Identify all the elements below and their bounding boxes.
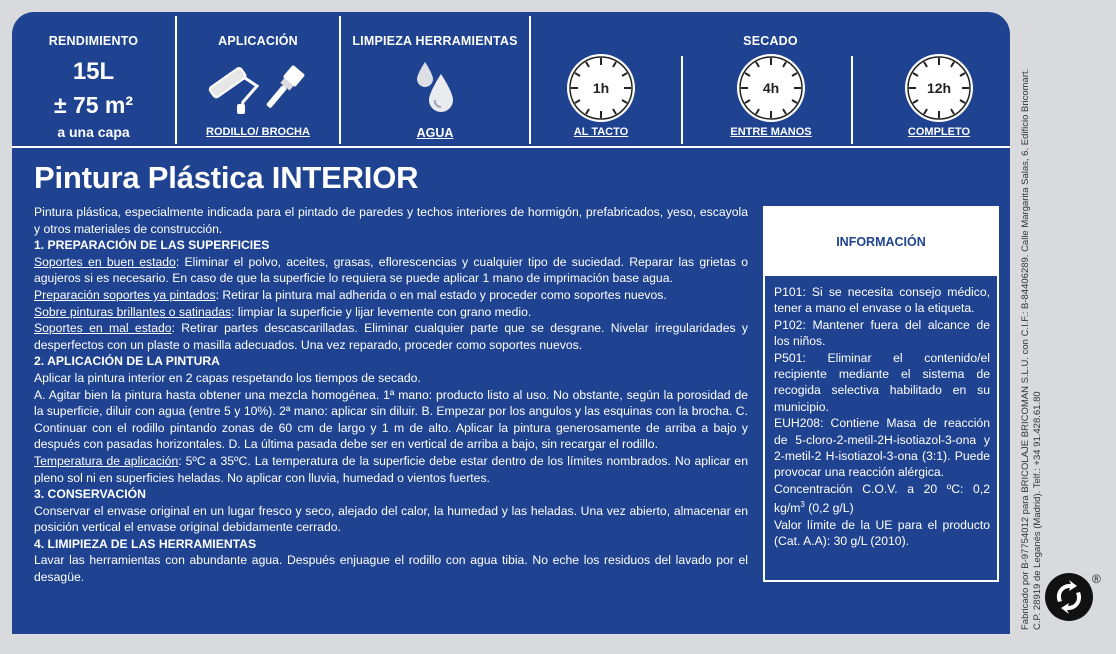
specs-band <box>12 12 1010 148</box>
paragraph-text: : limpiar la superficie y lijar levemente con grano medio. <box>231 304 532 319</box>
clock-time: 4h <box>762 80 780 96</box>
intro-paragraph: Pintura plástica, especialmente indicada para el pintado de paredes y techos interiores de hormigón, prefabricados, yeso, escayola y otros materiales de construcción. <box>34 205 748 236</box>
divider <box>851 56 853 144</box>
hazard-statement: P101: Si se necesita consejo médico, tener a mano el envase o la etiqueta. <box>774 285 990 316</box>
paragraph: Conservar el envase original en un lugar fresco y seco, alejado del calor, la humedad y las heladas. Una vez abierto, almacenar en posición vertical el envase original debidamente cerrado. <box>34 503 748 535</box>
cleaning-title: LIMPIEZA HERRAMIENTAS <box>352 34 518 48</box>
paragraph: Lavar las herramientas con abundante agua. Después enjuague el rodillo con agua tibia. No eche los residuos del lavado por el desagüe. <box>34 553 748 585</box>
manufacturer-line: Fabricado por B-97754012 para BRICOLAJE BRICOMAN S.L.U. con C.I.F.: B-84406289. Calle Margarita Salas, 6. Edificio Bricomart. <box>1020 68 1031 630</box>
information-box <box>763 206 999 582</box>
paragraph-text: : Eliminar el polvo, aceites, grasas, eflorescencias y cualquier tipo de suciedad. Reparar las grietas o agujeros si es necesario. En caso de que la superficie lo requiera se puede aplicar 1 mano de imprimación base agua. <box>34 254 748 286</box>
drying-title: SECADO <box>743 34 798 48</box>
clock-icon <box>903 52 975 124</box>
application-link: RODILLO/ BROCHA <box>206 126 310 138</box>
paragraph: Aplicar la pintura interior en 2 capas respetando los tiempos de secado. <box>34 370 421 385</box>
yield-column <box>12 12 175 148</box>
subheading: Preparación soportes ya pintados <box>34 287 216 302</box>
water-drops-icon <box>411 60 461 116</box>
hazard-statement: EUH208: Contiene Masa de reacción de 5-cloro-2-metil-2H-isotiazol-3-ona y 2-metil-2 H-isotiazol-3-ona (3:1). Puede provocar una reacción alérgica. <box>774 416 990 480</box>
manufacturer-info <box>1020 10 1044 630</box>
yield-area: ± 75 m² <box>53 92 134 118</box>
recycle-icon <box>1044 572 1094 622</box>
drying-label: AL TACTO <box>573 126 629 138</box>
product-title: Pintura Plástica INTERIOR <box>34 160 419 195</box>
paragraph <box>34 287 748 304</box>
eu-limit: Valor límite de la UE para el producto (Cat. A.A): 30 g/L (2010). <box>774 517 990 549</box>
hazard-statement: P501: Eliminar el contenido/el recipiente mediante el sistema de recogida selectiva habilitado en su municipio. <box>774 350 990 414</box>
application-column <box>177 12 339 148</box>
application-title: APLICACIÓN <box>218 34 298 48</box>
information-body <box>774 284 990 550</box>
clock-icon <box>735 52 807 124</box>
voc-text: (0,2 g/L) <box>804 501 854 516</box>
yield-title: RENDIMIENTO <box>48 34 139 48</box>
information-heading: INFORMACIÓN <box>765 208 997 276</box>
registered-mark: ® <box>1092 572 1101 586</box>
drying-item-touch <box>565 12 637 148</box>
paragraph-text: : Retirar la pintura mal adherida o en mal estado y proceder como soportes nuevos. <box>215 287 667 302</box>
subheading: Soportes en mal estado <box>34 321 172 336</box>
manufacturer-line: C.P. 28919 de Leganés (Madrid). Telf.: +34 91.428.61.80 <box>1032 391 1043 630</box>
section-heading: 1. PREPARACIÓN DE LAS SUPERFICIES <box>34 238 270 253</box>
drying-column <box>531 12 1010 148</box>
subheading: Soportes en buen estado <box>34 254 176 269</box>
instructions-text <box>34 204 748 586</box>
paragraph-text: : 5ºC a 35ºC. La temperatura de la superficie debe estar dentro de los límites nombrados. No aplicar en pleno sol ni en superficies heladas. No aplicar con lluvia, humedad o vientos fuertes. <box>34 453 748 485</box>
paragraph <box>34 453 748 486</box>
paragraph-text: : Retirar partes descascarilladas. Eliminar cualquier parte que se desgrane. Nivelar irregularidades y desperfectos con un plaste o masilla adecuados. Una vez reparado, proceder como soportes nuevos. <box>34 321 748 352</box>
yield-note: a una capa <box>57 124 130 140</box>
section-heading: 3. CONSERVACIÓN <box>34 487 146 502</box>
drying-label: COMPLETO <box>907 126 971 138</box>
drying-label: ENTRE MANOS <box>730 126 812 138</box>
clock-time: 12h <box>926 80 952 96</box>
paragraph <box>34 254 748 287</box>
paint-label-panel <box>12 12 1010 634</box>
drying-item-complete <box>903 12 975 148</box>
drying-item-between <box>730 12 812 148</box>
yield-volume: 15L <box>72 58 115 85</box>
section-heading: 4. LIMIPIEZA DE LAS HERRAMIENTAS <box>34 536 257 551</box>
roller-brush-icon <box>201 64 311 114</box>
section-heading: 2. APLICACIÓN DE LA PINTURA <box>34 354 220 369</box>
paragraph: A. Agitar bien la pintura hasta obtener una mezcla homogénea. 1ª mano: producto listo al uso. No obstante, según la porosidad de la superficie, diluir con agua (entre 5 y 10%). 2ª mano: aplicar sin diluir. B. Empezar por los angulos y las esquinas con la brocha. C. Continuar con el rodillo pintando zonas de 60 cm de largo y 1 m de alto. Aplicar la pintura generosamente de arriba a bajo y después con pasadas horizontales. D. La última pasada debe ser en vertical de arriba a bajo, sin recargar el rodillo. <box>34 387 748 452</box>
paragraph <box>34 304 748 321</box>
voc-concentration <box>774 481 990 517</box>
hazard-statement: P102: Mantener fuera del alcance de los niños. <box>774 317 990 349</box>
subheading: Temperatura de aplicación <box>34 453 179 468</box>
cleaning-link: AGUA <box>416 126 454 140</box>
voc-text: Concentración C.O.V. a 20 ºC: 0,2 kg/m <box>774 481 990 516</box>
cleaning-column <box>341 12 529 148</box>
clock-time: 1h <box>592 80 610 96</box>
divider <box>681 56 683 144</box>
clock-icon <box>565 52 637 124</box>
subheading: Sobre pinturas brillantes o satinadas <box>34 304 232 319</box>
paragraph <box>34 320 748 353</box>
voc-superscript: 3 <box>800 500 805 510</box>
